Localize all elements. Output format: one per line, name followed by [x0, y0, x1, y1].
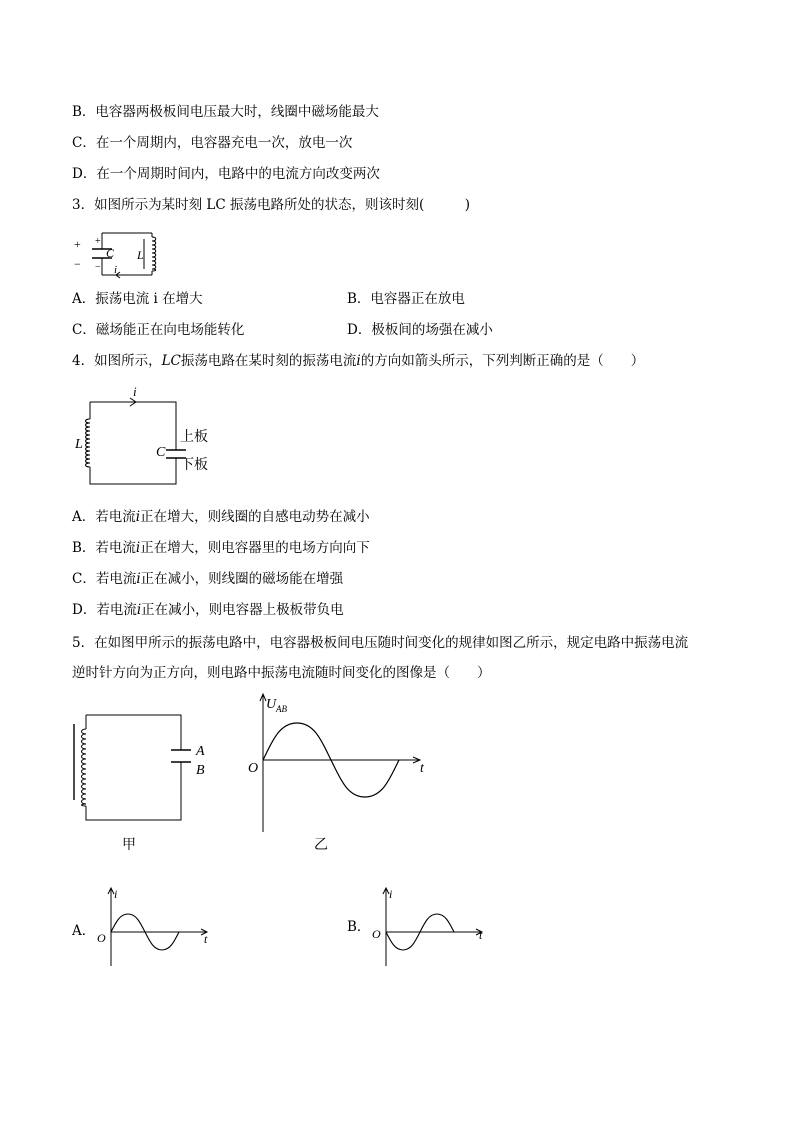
- q4-option-d: D．若电流i正在减小，则电容器上极板带负电: [72, 602, 344, 618]
- q3-minus-right: −: [95, 262, 101, 273]
- q4-option-a: A．若电流i正在增大，则线圈的自感电动势在减小: [72, 509, 370, 525]
- q5-option-a-x-label: t: [204, 932, 208, 946]
- q3-minus-left: −: [74, 257, 81, 271]
- q2-option-d: D．在一个周期时间内，电路中的电流方向改变两次: [72, 166, 380, 182]
- q3-plus-right: +: [95, 236, 101, 247]
- q3-cap-label: C: [106, 246, 115, 260]
- q3-option-b: B．电容器正在放电: [347, 291, 465, 307]
- q5-option-a-graph: [92, 884, 222, 970]
- q2-option-b: B．电容器两极板间电压最大时，线圈中磁场能最大: [72, 104, 379, 120]
- q5-option-b-x-label: t: [479, 928, 483, 942]
- q5-option-a-label: A．: [72, 923, 96, 939]
- q3-option-a: A．振荡电流 i 在增大: [72, 291, 203, 307]
- q3-stem: 3．如图所示为某时刻 LC 振荡电路所处的状态，则该时刻( ): [72, 197, 470, 213]
- q5-yi-y-label: U: [266, 697, 277, 712]
- q4-option-c: C．若电流i正在减小，则线圈的磁场能在增强: [72, 571, 344, 587]
- q3-option-d: D．极板间的场强在减小: [347, 322, 493, 338]
- q3-lc-circuit-figure: [70, 226, 165, 282]
- q5-yi-x-label: t: [420, 761, 424, 776]
- q5-plate-b-label: B: [196, 763, 205, 778]
- q5-plate-a-label: A: [196, 744, 205, 759]
- q5-option-b-y-label: i: [389, 887, 393, 901]
- q3-plus-left: +: [74, 237, 81, 251]
- q5-stem-line2: 逆时针方向为正方向，则电路中振荡电流随时间变化的图像是（ ）: [72, 665, 491, 681]
- q5-voltage-graph-yi-figure: [242, 690, 432, 855]
- q3-current-label: i: [114, 264, 118, 276]
- q5-circuit-jia-figure: [66, 708, 226, 858]
- q5-option-a-y-label: i: [114, 887, 118, 901]
- q4-upper-plate-label: 上板: [180, 430, 208, 445]
- q2-option-c: C．在一个周期内，电容器充电一次，放电一次: [72, 135, 353, 151]
- q5-option-b-label: B．: [347, 919, 371, 935]
- q3-option-c: C．磁场能正在向电场能转化: [72, 322, 245, 338]
- q4-ind-label: L: [75, 437, 83, 452]
- q4-cap-label: C: [156, 445, 166, 460]
- q5-yi-origin: O: [248, 761, 259, 776]
- q4-current-label: i: [133, 384, 137, 399]
- q5-option-a-origin: O: [97, 931, 106, 945]
- q4-lower-plate-label: 下板: [180, 458, 208, 473]
- q5-stem-line1: 5．在如图甲所示的振荡电路中，电容器极板间电压随时间变化的规律如图乙所示，规定电路中振荡电流: [72, 635, 689, 651]
- q4-stem: 4．如图所示，LC振荡电路在某时刻的振荡电流i的方向如箭头所示，下列判断正确的是（ ）: [72, 353, 645, 369]
- q5-option-b-graph: [367, 884, 497, 970]
- q4-option-b: B．若电流i正在增大，则电容器里的电场方向向下: [72, 540, 370, 556]
- q4-lc-circuit-figure: [70, 382, 220, 492]
- q5-option-b-origin: O: [372, 927, 381, 941]
- q3-ind-label: L: [137, 248, 144, 262]
- q5-caption-jia: 甲: [122, 838, 136, 853]
- q5-yi-y-subscript: AB: [276, 704, 287, 714]
- q5-caption-yi: 乙: [314, 838, 328, 853]
- q3-current-arrow: [116, 272, 128, 278]
